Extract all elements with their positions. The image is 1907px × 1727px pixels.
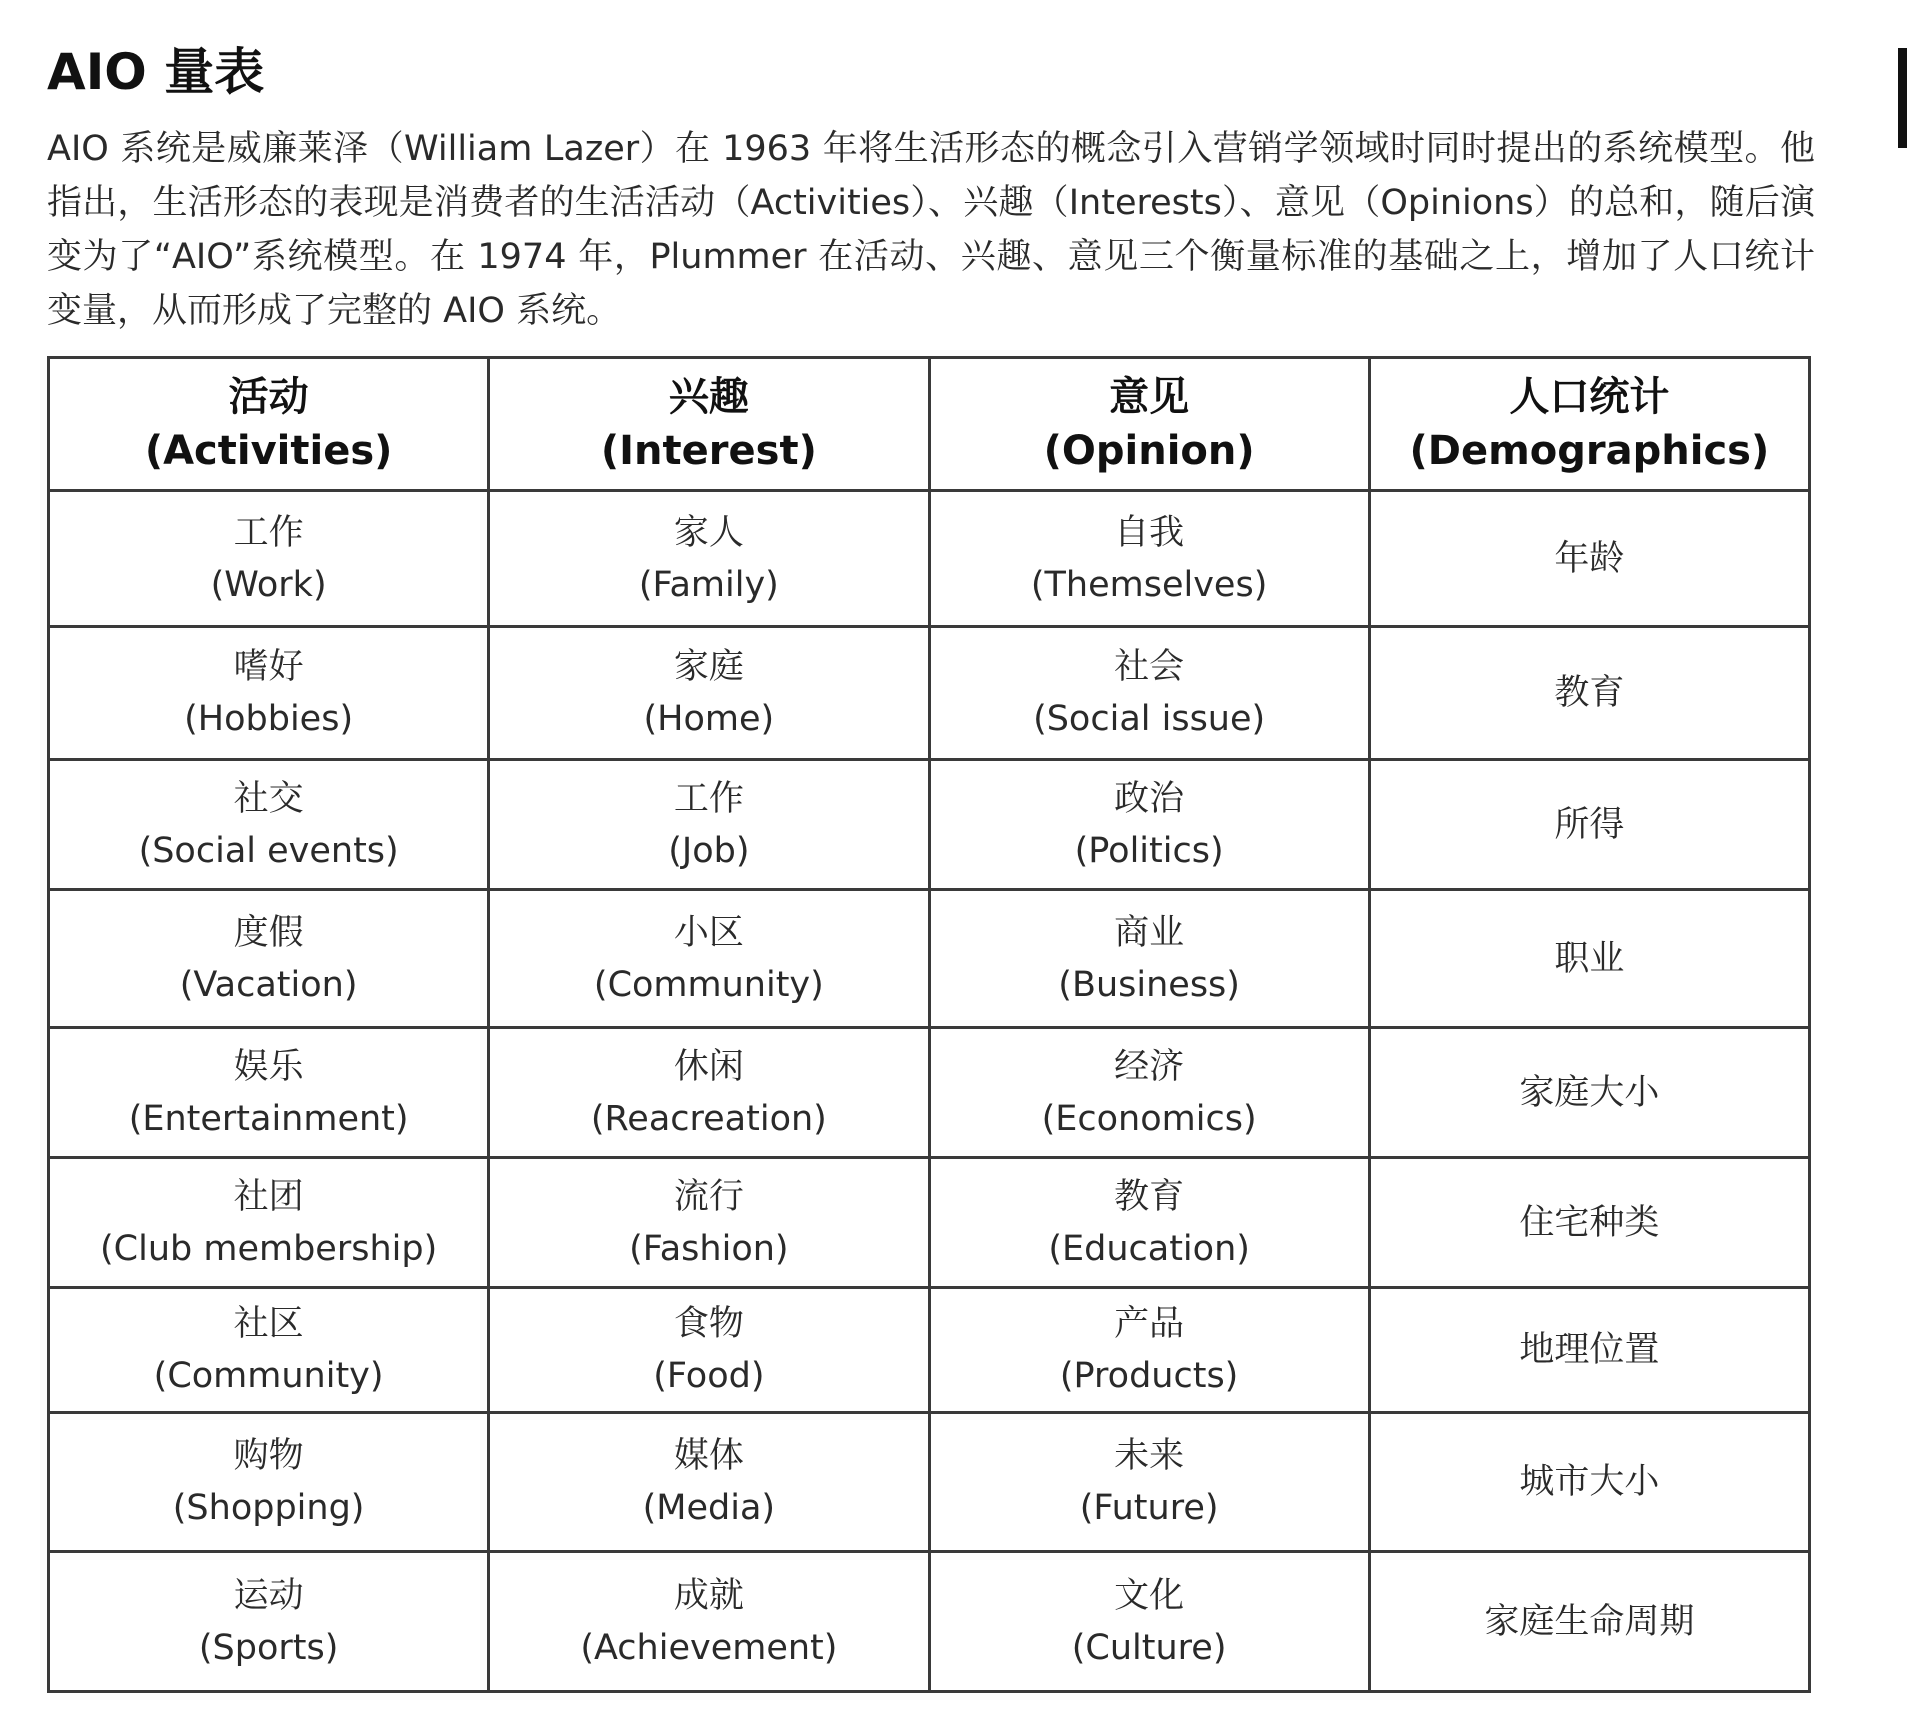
table-cell [1369, 491, 1809, 627]
table-cell [489, 491, 929, 627]
cell-label-en: (Community) [153, 1356, 384, 1396]
cell-label-en: (Business) [1058, 964, 1240, 1005]
cell-label-cn: 家人 [673, 512, 744, 553]
cell-label-en: (Job) [668, 830, 750, 871]
cell-label-cn: 运动 [233, 1575, 304, 1616]
table-cell [1369, 627, 1809, 760]
cell-label-cn: 所得 [1554, 804, 1625, 845]
table-row [49, 1288, 1810, 1413]
cell-label-cn: 成就 [673, 1575, 744, 1616]
cell-label-en: (Hobbies) [184, 699, 354, 739]
cell-label-cn: 工作 [233, 512, 304, 553]
table-row [49, 1552, 1810, 1692]
cell-label-cn: 未来 [1114, 1436, 1185, 1476]
cell-label-en: (Entertainment) [128, 1098, 409, 1139]
table-cell [49, 1028, 489, 1158]
cell-label-cn: 家庭大小 [1519, 1072, 1660, 1113]
table-cell [49, 491, 489, 627]
table-cell [49, 1413, 489, 1552]
table-cell [1369, 1288, 1809, 1413]
header-label-cn: 活动 [228, 374, 309, 420]
header-label-en: (Demographics) [1409, 428, 1770, 474]
header-activities [49, 358, 489, 491]
table-cell [49, 1288, 489, 1413]
table-row [49, 1158, 1810, 1288]
cell-label-en: (Achievement) [580, 1627, 838, 1668]
table-cell [489, 1288, 929, 1413]
cell-label-cn: 休闲 [673, 1046, 744, 1087]
cell-label-cn: 城市大小 [1519, 1462, 1660, 1502]
cell-label-cn: 媒体 [673, 1436, 744, 1476]
cell-label-cn: 食物 [673, 1304, 744, 1344]
edge-bar [1898, 48, 1907, 148]
table-cell [929, 627, 1369, 760]
cell-label-cn: 教育 [1554, 673, 1625, 713]
intro-paragraph: AIO 系统是威廉莱泽（William Lazer）在 1963 年将生活形态的概念引入营销学领域时同时提出的系统模型。他指出，生活形态的表现是消费者的生活活动（Activities）、兴趣（Interests）、意见（Opinions）的总和，随后演变为了“AIO”系统模型。在 1974 年，Plummer 在活动、兴趣、意见三个衡量标准的基础之上，增加了人口统计变量，从而形成了完整的 AIO 系统。 [47, 129, 1815, 331]
cell-label-cn: 度假 [233, 912, 304, 953]
table-cell [929, 1413, 1369, 1552]
table-row [49, 627, 1810, 760]
table-cell [49, 1158, 489, 1288]
table-cell [1369, 1413, 1809, 1552]
table-cell [929, 1158, 1369, 1288]
table-row [49, 491, 1810, 627]
table-row [49, 890, 1810, 1028]
header-label-cn: 兴趣 [668, 374, 749, 420]
cell-label-en: (Work) [210, 564, 327, 605]
cell-label-cn: 自我 [1114, 512, 1185, 553]
header-label-en: (Activities) [144, 428, 393, 474]
cell-label-en: (Club membership) [100, 1228, 438, 1269]
cell-label-en: (Community) [593, 964, 824, 1005]
table-cell [1369, 1552, 1809, 1692]
cell-label-en: (Future) [1079, 1488, 1219, 1528]
table-cell [49, 627, 489, 760]
page-title: AIO 量表 [47, 43, 265, 101]
cell-label-cn: 职业 [1554, 938, 1625, 979]
cell-label-en: (Culture) [1071, 1627, 1227, 1668]
table-cell [929, 1028, 1369, 1158]
cell-label-cn: 产品 [1114, 1304, 1185, 1344]
cell-label-cn: 住宅种类 [1519, 1202, 1660, 1243]
cell-label-en: (Politics) [1074, 830, 1224, 871]
table-header-row [49, 358, 1810, 491]
table-cell [49, 1552, 489, 1692]
header-opinion [929, 358, 1369, 491]
cell-label-cn: 文化 [1114, 1575, 1185, 1616]
cell-label-cn: 家庭生命周期 [1484, 1601, 1695, 1642]
header-label-en: (Interest) [600, 428, 817, 474]
table-cell [489, 627, 929, 760]
cell-label-cn: 商业 [1114, 912, 1185, 953]
table-cell [1369, 890, 1809, 1028]
table-cell [1369, 760, 1809, 890]
cell-label-cn: 小区 [673, 912, 744, 953]
cell-label-cn: 教育 [1114, 1176, 1185, 1217]
cell-label-en: (Reacreation) [590, 1098, 827, 1139]
table-cell [489, 760, 929, 890]
table-cell [1369, 1158, 1809, 1288]
table-cell [1369, 1028, 1809, 1158]
cell-label-en: (Home) [643, 699, 775, 739]
table-cell [489, 890, 929, 1028]
cell-label-en: (Fashion) [629, 1228, 789, 1269]
cell-label-cn: 社区 [233, 1304, 304, 1344]
table-row [49, 760, 1810, 890]
table-cell [49, 760, 489, 890]
cell-label-en: (Vacation) [179, 964, 358, 1005]
table-body [49, 491, 1810, 1692]
cell-label-en: (Family) [638, 564, 779, 605]
aio-table [47, 356, 1811, 1693]
cell-label-cn: 购物 [233, 1436, 304, 1476]
table-cell [929, 1288, 1369, 1413]
cell-label-en: (Economics) [1041, 1098, 1257, 1139]
cell-label-en: (Education) [1048, 1228, 1250, 1269]
document [47, 30, 1817, 1668]
cell-label-cn: 年龄 [1554, 538, 1625, 579]
header-interest [489, 358, 929, 491]
table-cell [489, 1552, 929, 1692]
table-cell [489, 1158, 929, 1288]
table-cell [929, 760, 1369, 890]
table-cell [929, 1552, 1369, 1692]
table-cell [929, 491, 1369, 627]
cell-label-cn: 工作 [673, 778, 744, 819]
table-row [49, 1028, 1810, 1158]
cell-label-en: (Social issue) [1033, 699, 1266, 739]
cell-label-cn: 政治 [1114, 778, 1185, 819]
table-cell [489, 1413, 929, 1552]
cell-label-cn: 嗜好 [233, 647, 304, 687]
cell-label-en: (Social events) [138, 830, 399, 871]
cell-label-cn: 社交 [233, 778, 304, 819]
cell-label-en: (Media) [642, 1488, 776, 1528]
header-label-cn: 人口统计 [1509, 374, 1670, 420]
cell-label-en: (Themselves) [1030, 564, 1268, 605]
cell-label-cn: 社会 [1114, 647, 1185, 687]
cell-label-en: (Food) [653, 1356, 765, 1396]
cell-label-cn: 社团 [233, 1176, 304, 1217]
table-row [49, 1413, 1810, 1552]
header-label-en: (Opinion) [1043, 428, 1255, 474]
table-cell [929, 890, 1369, 1028]
cell-label-cn: 娱乐 [233, 1046, 304, 1087]
cell-label-cn: 家庭 [673, 647, 744, 687]
table-cell [489, 1028, 929, 1158]
table-cell [49, 890, 489, 1028]
cell-label-cn: 经济 [1114, 1046, 1185, 1087]
cell-label-en: (Shopping) [172, 1488, 365, 1528]
header-demographics [1369, 358, 1809, 491]
cell-label-cn: 流行 [673, 1176, 744, 1217]
cell-label-en: (Sports) [198, 1627, 339, 1668]
cell-label-en: (Products) [1059, 1356, 1239, 1396]
cell-label-cn: 地理位置 [1519, 1330, 1660, 1370]
header-label-cn: 意见 [1109, 374, 1190, 420]
